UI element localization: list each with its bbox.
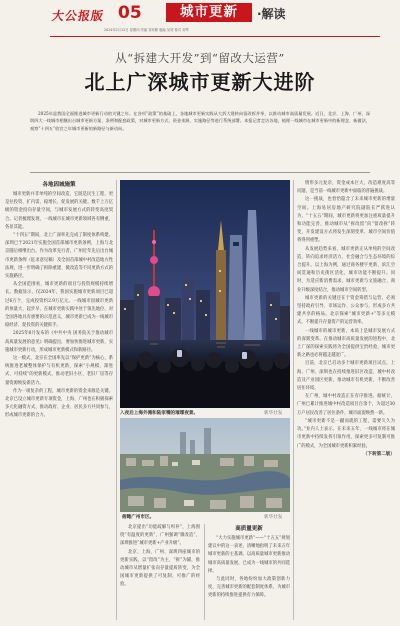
paragraph: 作为一项复杂的工程，城市更新的资金来源是关键。北京已设立城市更新专项资金，上海、广州也在积极探索多元化融资方式，推动政府、企业、居民多方共同参与，形成城市更新的合力。 [5,388,113,419]
article-lede: 2025年是我国全面推进城市更新行动的关键之年。在各项“政策”的基础上，各地城市更新实践从大拆大建转向留改拆并举，以推动城市高质量发展。近日，北京、上海、广州、深圳四大一线城市相继出台城市更新方案、条例和配套政策，对城市更新方式、资金来源、实施路径等进行系统部署。本报记者走访各地，梳理一线城市在城市更新中的新理念、新做法，观察“十四五”收官之年城市更新的新路径与新动向。 [30,111,370,131]
right-column [297,180,395,620]
guangzhou-aerial-photo [120,418,290,512]
section-title: 城市更新 [166,3,252,22]
left-column [5,180,113,620]
paragraph: 从全国范围看，城市更新的项目与投资规模持续增长。数据显示，仅2024年，我国实施城市更新项目已超过6万个，完成投资约2.9万亿元。一线城市因城市更新的体量大、起步早，在城市更新实践中处于领先地位，对全国各地具有重要的示范意义，城市更新已成为一线城市稳经济、促投资的关键抓手。 [5,282,113,329]
paragraph: “城市更新不是一蹴而就的工程，需要久久为功。”业内人士表示，在未来五年，一线城市将在城市更新中持续发挥引领作用，探索更多可复制可推广的模式，为全国城市更新积累经验。 [297,418,395,449]
paragraph: 城市更新并非单纯的空间改造，它既是民生工程，更是拉投资、扩内需、稳增长、促发展的关键。数千上万亿级的资金投向存量空间，与城市发展方式的转变高度契合。记者梳理发现，一线城市在城市更新领域各有侧重、各显其能。 [5,192,113,230]
page-meta: 2024年2月12日 星期四 责编 邹家勤 版编 吴靖 校对 刘琴 [104,28,189,32]
photo-caption: 俯瞰广州市区。 [122,515,155,520]
paragraph: 情形多元复杂，资金成本巨大，改造难度高等问题，是当前一线城市更新中面临的普遍挑战。 [297,181,395,195]
headline-kicker: 从“拆建大开发”到“留改大运营” [115,51,285,65]
paragraph: 2025年8月发布的《中共中央 国务院关于推动城市高质量发展的意见》明确提出，要加快推进城市更新，实施城市更新行动，形成城市更新模式和新路径。 [5,331,113,353]
headline-title: 北上广深城市更新大进阶 [84,70,316,94]
photo-credit: 新华社发 [264,411,283,416]
middle-column-a [120,524,200,620]
paragraph: 一线城市的城市更新，本质上是城市发展方式的深刻变革。在推动城市高质量发展的进程中，北上广深的探索实践将为全国提供宝贵经验，城市更新之路也必将越走越宽广。 [297,328,395,359]
paragraph: 这一挑战，也恰恰隐含了未来城市更新的增量空间。上海易居房地产研究院副院长严跃进认为，“十五五”期间，城市更新将更加注重质量提升和功能完善，推动城市从“拆改留”向“留改拆”转变，开发建设方式将发生深刻变革，城市空间价值将得到重塑。 [297,197,395,244]
section-heading: 各地因城施策 [42,182,76,188]
column-divider [204,524,205,620]
newspaper-logo: 大公报版 [50,9,106,23]
masthead [0,0,400,38]
photo-caption: 入夜后上海外滩和陆家嘴的璀璨夜景。 [120,411,199,416]
column-divider [116,180,117,620]
paragraph: 与此同时，各地纷纷加大政策创新力度，完善城市更新的配套制度体系，为城市更新的持续推进提供有力保障。 [208,577,290,599]
continued-note: （下转第二版） [362,451,395,457]
paragraph: “十四五”期间，北上广深率先完成了制度体系构建。深圳已于2021年实施全国首部城市更新条例，上海与北京随后相继出台。作为改革先行者，广州近年先后出台城市更新条例（征求意见稿）及全国首部城中村改造地方性法规，进一步明确了拆除重建、微改造等不同更新方式的实施路径。 [5,233,113,280]
middle-column-b [208,524,290,620]
page-number: 05 [118,3,142,23]
section-heading: 高质量更新 [235,526,263,532]
header-divider [50,36,380,37]
lede-divider [30,172,370,173]
signoff [297,451,395,459]
paragraph: 城市更新的关键还在于资金筹措与运营，必须坚持政府引导、市场运作、公众参与，形成多方共建共享的格局。北京探索“城市更新+”等多元模式，不断提升存量资产的运营效率。 [297,295,395,326]
shanghai-night-photo [120,180,290,408]
photo-credit: 新华社发 [264,515,283,520]
paragraph: 这一模式，北京在全国率先以“保护更新”为核心，系统推进老城整体保护与有机更新，探索“小规模、渐进式、可持续”的更新模式，推动老旧小区、老旧厂房等存量资源焕发新活力。 [5,356,113,386]
paragraph: 北京、上海、广州、深圳四座城市的更新实践，以“留改”为主、“拆”为辅，推动城市从增量扩张向存量提质转变，为全国城市更新提供了可复制、可推广的经验。 [120,549,200,588]
section-suffix: ·解读 [257,7,286,21]
paragraph: “大力实施城市更新”——“十五五”规划建议中的这一表述，清晰地指明了未来五年城市更新的主基调。以高质量城市更新推动城市高质量发展，已成为一线城市的共同选择。 [208,536,290,574]
paragraph: 在广州，城中村改造正在有序推进。据统计，广州已累计推进城中村改造项目百余个，为超过30万户居民改善了居住条件，城市面貌焕然一新。 [297,394,395,416]
paragraph: 从发展趋势来看，城市更新正从单纯的空间改造，转向追求经济活力、社会融合与生态环境的综合提升。以上海为例，通过商务楼宇更新、滨江空间贯通和历史街区活化，城市功能不断提升。同时，为适应新消费需求，城市更新与文旅融合、商业升级深度结合，推动城市空间转型。 [297,246,395,293]
paragraph: 北京提出“功能疏解与织补”，上海围绕“有温度的更新”，广州强调“微改造”，深圳推进“城市更新+产业升级”。 [120,525,200,547]
paragraph: 目前，北京已启动多个城市更新项目试点，上海、广州、深圳也在持续推进旧区改造、城中村改造及产业园区更新，推动城市有机更新，不断改善居住环境。 [297,361,395,392]
column-divider [293,180,294,620]
